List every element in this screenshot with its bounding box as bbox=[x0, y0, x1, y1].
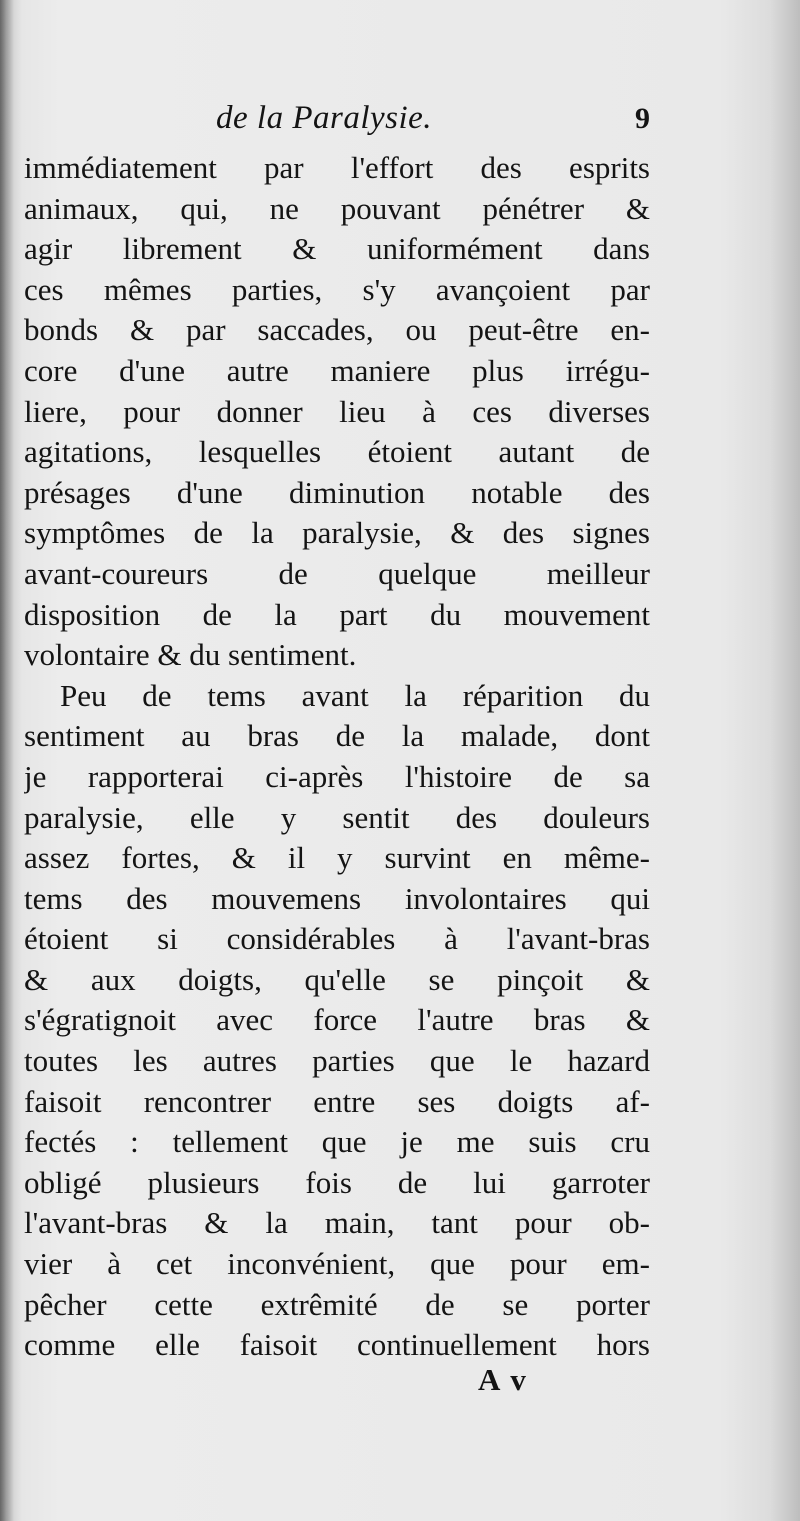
text-line: ces mêmes parties, s'y avançoient par bbox=[24, 271, 650, 307]
text-line: je rapporterai ci-après l'histoire de sa bbox=[24, 758, 650, 794]
text-line: Peu de tems avant la réparition du bbox=[60, 677, 650, 713]
text-line: bonds & par saccades, ou peut-être en- bbox=[24, 312, 650, 348]
text-line: vier à cet inconvénient, que pour em- bbox=[24, 1246, 650, 1282]
text-line: symptômes de la paralysie, & des signes bbox=[24, 515, 650, 551]
running-title: de la Paralysie. bbox=[216, 100, 433, 136]
text-line: avant-coureurs de quelque meilleur bbox=[24, 555, 650, 591]
text-line: toutes les autres parties que le hazard bbox=[24, 1043, 650, 1079]
text-line: tems des mouvemens involontaires qui bbox=[24, 880, 650, 916]
text-line: fectés : tellement que je me suis cru bbox=[24, 1124, 650, 1160]
text-line: comme elle faisoit continuellement hors bbox=[24, 1327, 650, 1363]
text-line: core d'une autre maniere plus irrégu- bbox=[24, 352, 650, 388]
text-line: animaux, qui, ne pouvant pénétrer & bbox=[24, 190, 650, 226]
text-line: disposition de la part du mouvement bbox=[24, 596, 650, 632]
text-line: agitations, lesquelles étoient autant de bbox=[24, 434, 650, 470]
text-line: paralysie, elle y sentit des douleurs bbox=[24, 799, 650, 835]
body-text bbox=[24, 148, 650, 1366]
signature-mark: A v bbox=[478, 1362, 528, 1397]
text-line: liere, pour donner lieu à ces diverses bbox=[24, 393, 650, 429]
text-line: immédiatement par l'effort des esprits bbox=[24, 150, 650, 185]
text-line: & aux doigts, qu'elle se pinçoit & bbox=[24, 961, 650, 997]
text-line: assez fortes, & il y survint en même- bbox=[24, 840, 650, 876]
running-head bbox=[24, 100, 650, 144]
text-line: obligé plusieurs fois de lui garroter bbox=[24, 1164, 650, 1200]
text-line: agir librement & uniformément dans bbox=[24, 231, 650, 267]
text-line: étoient si considérables à l'avant-bras bbox=[24, 921, 650, 957]
text-line: l'avant-bras & la main, tant pour ob- bbox=[24, 1205, 650, 1241]
text-line: présages d'une diminution notable des bbox=[24, 474, 650, 510]
text-line: s'égratignoit avec force l'autre bras & bbox=[24, 1002, 650, 1038]
text-line: volontaire & du sentiment. bbox=[24, 637, 357, 673]
page-number: 9 bbox=[635, 102, 650, 135]
text-line: sentiment au bras de la malade, dont bbox=[24, 718, 650, 754]
text-line: faisoit rencontrer entre ses doigts af- bbox=[24, 1083, 650, 1119]
text-line: pêcher cette extrêmité de se porter bbox=[24, 1286, 650, 1322]
